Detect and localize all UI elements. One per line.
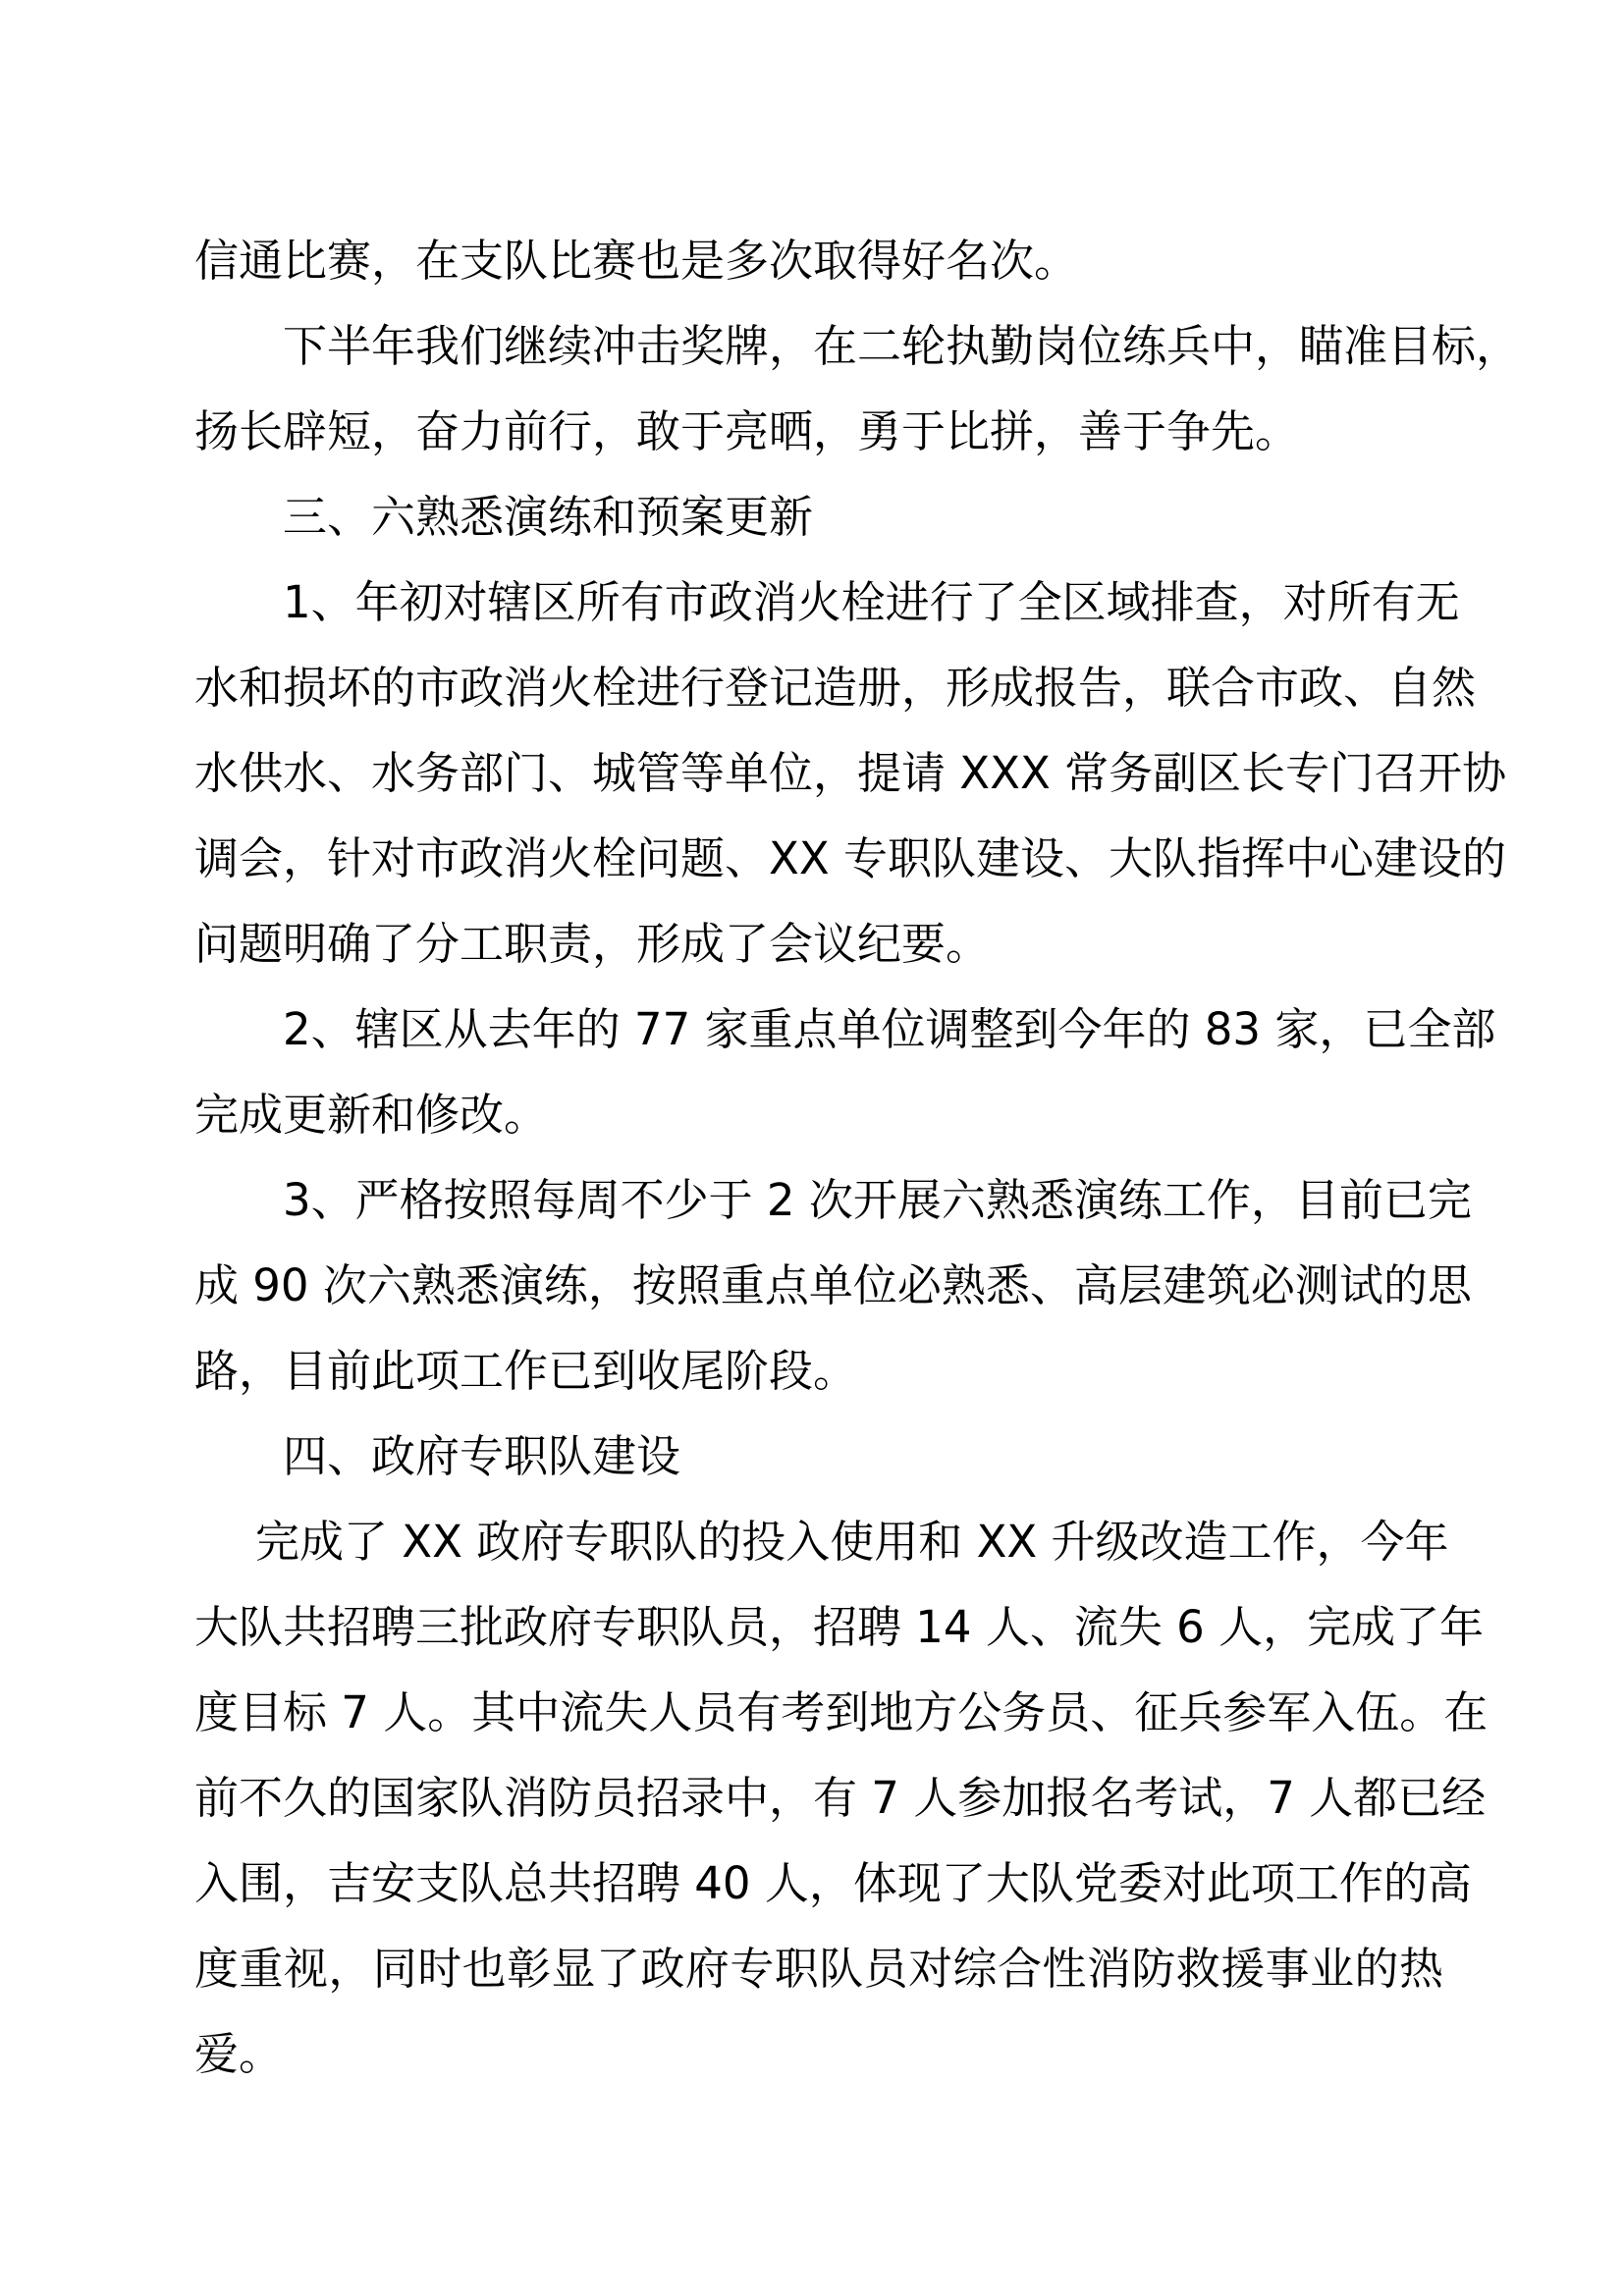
text-line: 调会，针对市政消火栓问题、XX 专职队建设、大队指挥中心建设的: [194, 832, 1506, 884]
text-line: 成 90 次六熟悉演练，按照重点单位必熟悉、高层建筑必测试的思: [194, 1259, 1472, 1311]
text-line: 2、辖区从去年的 77 家重点单位调整到今年的 83 家，已全部: [283, 1003, 1496, 1055]
text-line: 下半年我们继续冲击奖牌，在二轮执勤岗位练兵中，瞄准目标，: [283, 320, 1521, 372]
text-line: 度目标 7 人。其中流失人员有考到地方公务员、征兵参军入伍。在: [194, 1686, 1489, 1738]
text-line: 完成了 XX 政府专职队的投入使用和 XX 升级改造工作，今年: [255, 1516, 1449, 1568]
text-line: 三、六熟悉演练和预案更新: [283, 491, 814, 543]
text-line: 路，目前此项工作已到收尾阶段。: [194, 1345, 858, 1397]
text-line: 四、政府专职队建设: [283, 1430, 681, 1482]
text-line: 爱。: [194, 2028, 284, 2080]
text-line: 水和损坏的市政消火栓进行登记造册，形成报告，联合市政、自然: [194, 662, 1477, 714]
text-line: 信通比赛，在支队比赛也是多次取得好名次。: [194, 235, 1079, 287]
text-line: 水供水、水务部门、城管等单位，提请 XXX 常务副区长专门召开协: [194, 747, 1507, 799]
text-line: 问题明确了分工职责，形成了会议纪要。: [194, 918, 991, 970]
text-line: 大队共招聘三批政府专职队员，招聘 14 人、流失 6 人，完成了年: [194, 1601, 1485, 1653]
text-line: 度重视，同时也彰显了政府专职队员对综合性消防救援事业的热: [194, 1943, 1443, 1995]
text-line: 前不久的国家队消防员招录中，有 7 人参加报名考试，7 人都已经: [194, 1772, 1487, 1824]
text-line: 入围，吉安支队总共招聘 40 人，体现了大队党委对此项工作的高: [194, 1857, 1472, 1909]
document-body: [194, 218, 1521, 2097]
text-line: 3、严格按照每周不少于 2 次开展六熟悉演练工作，目前已完: [283, 1174, 1472, 1226]
text-line: 1、年初对辖区所有市政消火栓进行了全区域排查，对所有无: [283, 576, 1460, 628]
text-line: 扬长辟短，奋力前行，敢于亮晒，勇于比拼，善于争先。: [194, 405, 1300, 457]
text-line: 完成更新和修改。: [194, 1089, 549, 1141]
